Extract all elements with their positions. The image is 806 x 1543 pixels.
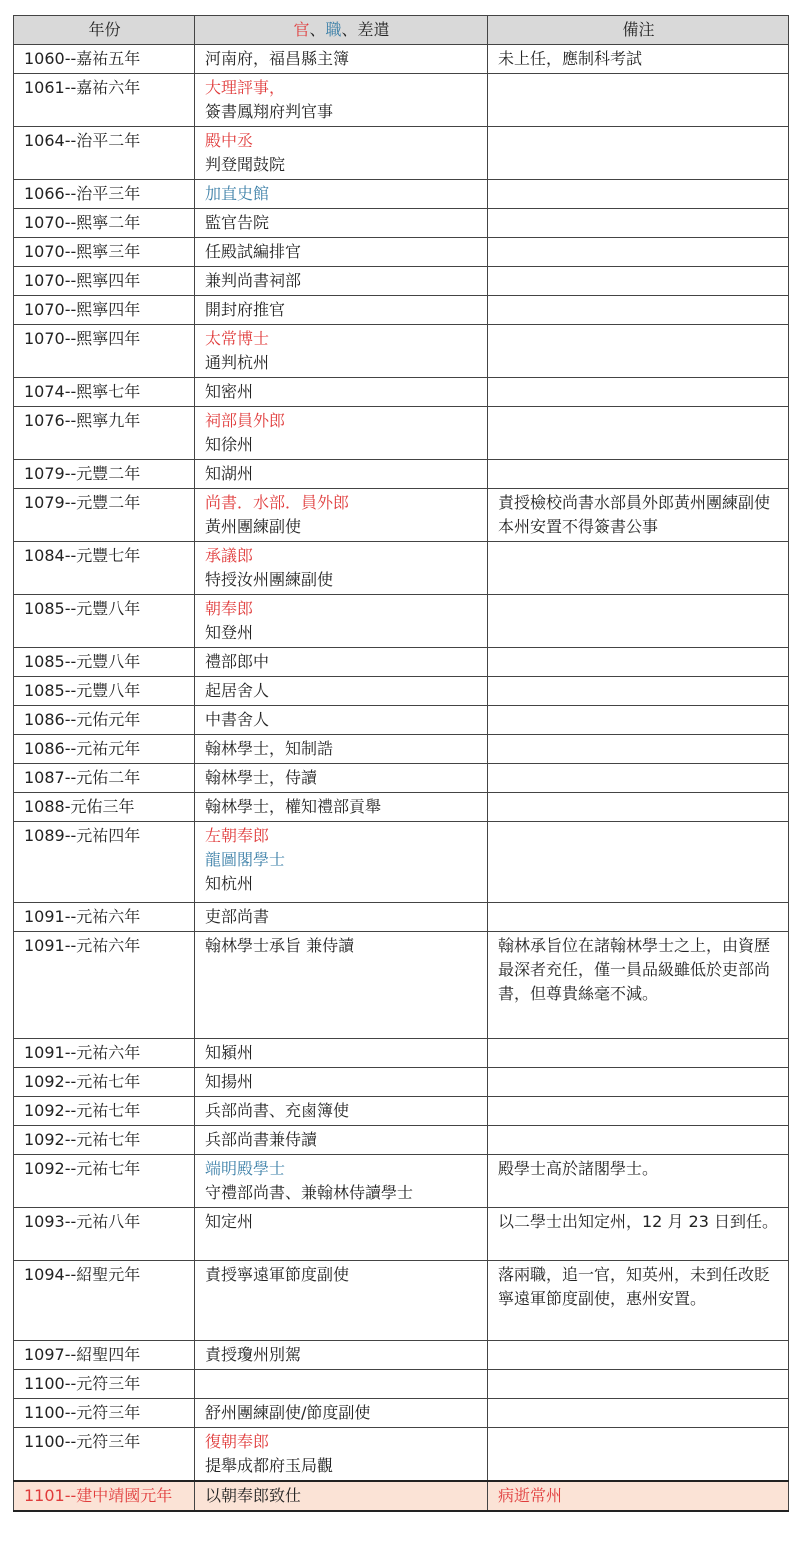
posts-cell: [195, 209, 488, 238]
notes-cell: [488, 180, 789, 209]
year-cell: 1066--治平三年: [14, 180, 195, 209]
table-row: [14, 267, 789, 296]
table-row: [14, 1155, 789, 1208]
year-cell: 1074--熙寧七年: [14, 378, 195, 407]
year-cell: 1070--熙寧四年: [14, 325, 195, 378]
notes-text: 未上任，應制科考試: [498, 49, 643, 68]
table-row: [14, 1399, 789, 1428]
posts-cell: [195, 407, 488, 460]
notes-cell: [488, 296, 789, 325]
posts-cell: [195, 325, 488, 378]
header-posts: [195, 16, 488, 45]
notes-cell: [488, 1261, 789, 1341]
table-row: [14, 1261, 789, 1341]
posts-cell: [195, 1428, 488, 1482]
table-row: [14, 45, 789, 74]
year-cell: 1079--元豐二年: [14, 489, 195, 542]
posts-cell: [195, 793, 488, 822]
post-line: 監官告院: [205, 213, 270, 232]
post-line: 任殿試編排官: [205, 242, 302, 261]
year-cell: 1091--元祐六年: [14, 1039, 195, 1068]
post-line: 開封府推官: [205, 300, 286, 319]
year-cell: 1060--嘉祐五年: [14, 45, 195, 74]
notes-cell: [488, 238, 789, 267]
posts-cell: [195, 764, 488, 793]
post-line: 知密州: [205, 382, 254, 401]
table-row: [14, 74, 789, 127]
posts-cell: [195, 1370, 488, 1399]
post-line: 知徐州: [205, 435, 254, 454]
notes-cell: [488, 1126, 789, 1155]
post-line: 河南府，福昌縣主簿: [205, 49, 350, 68]
post-line: 太常博士: [205, 329, 270, 348]
table-row: [14, 648, 789, 677]
table-row: [14, 793, 789, 822]
notes-cell: [488, 677, 789, 706]
post-line: 大理評事，: [205, 78, 286, 97]
posts-cell: [195, 822, 488, 903]
posts-cell: [195, 1208, 488, 1261]
year-cell: 1070--熙寧三年: [14, 238, 195, 267]
year-cell: 1070--熙寧二年: [14, 209, 195, 238]
post-line: 兼判尚書祠部: [205, 271, 302, 290]
year-cell: 1085--元豐八年: [14, 595, 195, 648]
posts-cell: [195, 595, 488, 648]
notes-cell: [488, 460, 789, 489]
table-row: [14, 127, 789, 180]
posts-cell: [195, 1399, 488, 1428]
post-line: 黃州團練副使: [205, 517, 302, 536]
table-body: [14, 45, 789, 1512]
year-cell: 1070--熙寧四年: [14, 267, 195, 296]
table-row: [14, 932, 789, 1039]
notes-text: 責授檢校尚書水部員外郎黃州團練副使本州安置不得簽書公事: [498, 493, 771, 536]
posts-cell: [195, 460, 488, 489]
year-cell: 1087--元佑二年: [14, 764, 195, 793]
post-line: 知定州: [205, 1212, 254, 1231]
post-line: 守禮部尚書、兼翰林侍讀學士: [205, 1183, 414, 1202]
posts-cell: [195, 127, 488, 180]
notes-cell: [488, 74, 789, 127]
year-cell: 1094--紹聖元年: [14, 1261, 195, 1341]
post-line: 責授瓊州別駕: [205, 1345, 302, 1364]
table-row: [14, 1208, 789, 1261]
notes-cell: 病逝常州: [488, 1481, 789, 1511]
posts-cell: [195, 1039, 488, 1068]
notes-cell: [488, 793, 789, 822]
post-line: 翰林學士，權知禮部貢舉: [205, 797, 382, 816]
posts-cell: [195, 238, 488, 267]
year-cell: 1084--元豐七年: [14, 542, 195, 595]
header-posts-sep2: 、差遣: [341, 20, 390, 39]
notes-cell: [488, 1039, 789, 1068]
post-line: 龍圖閣學士: [205, 850, 286, 869]
notes-cell: [488, 1068, 789, 1097]
year-cell: 1100--元符三年: [14, 1399, 195, 1428]
table-row: [14, 677, 789, 706]
post-line: 兵部尚書兼侍讀: [205, 1130, 318, 1149]
notes-cell: [488, 407, 789, 460]
posts-cell: [195, 296, 488, 325]
posts-cell: 以朝奉郎致仕: [195, 1481, 488, 1511]
notes-cell: [488, 932, 789, 1039]
year-cell: 1100--元符三年: [14, 1428, 195, 1482]
table-row: [14, 1341, 789, 1370]
post-line: 知揚州: [205, 1072, 254, 1091]
year-cell: 1086--元祐元年: [14, 735, 195, 764]
notes-cell: [488, 1399, 789, 1428]
post-line: 尚書．水部．員外郎: [205, 493, 350, 512]
year-cell: 1092--元祐七年: [14, 1126, 195, 1155]
notes-cell: [488, 764, 789, 793]
post-line: 加直史館: [205, 184, 270, 203]
post-line: 提舉成都府玉局觀: [205, 1456, 334, 1475]
year-cell: 1070--熙寧四年: [14, 296, 195, 325]
notes-cell: [488, 1208, 789, 1261]
post-line: 知潁州: [205, 1043, 254, 1062]
year-cell: 1085--元豐八年: [14, 677, 195, 706]
table-row: [14, 706, 789, 735]
table-row: [14, 1370, 789, 1399]
post-line: 責授寧遠軍節度副使: [205, 1265, 350, 1284]
table-row: [14, 735, 789, 764]
notes-cell: [488, 542, 789, 595]
notes-text: 翰林承旨位在諸翰林學士之上，由資歷最深者充任，僅一員品級雖低於吏部尚書，但尊貴絲毫不減。: [498, 936, 771, 1003]
table-row: [14, 209, 789, 238]
notes-cell: [488, 45, 789, 74]
table-row: [14, 489, 789, 542]
year-cell: 1085--元豐八年: [14, 648, 195, 677]
year-cell: 1091--元祐六年: [14, 932, 195, 1039]
table-row: [14, 903, 789, 932]
notes-cell: [488, 648, 789, 677]
posts-cell: [195, 735, 488, 764]
posts-cell: [195, 542, 488, 595]
posts-cell: [195, 648, 488, 677]
table-header-row: [14, 16, 789, 45]
posts-cell: [195, 706, 488, 735]
header-posts-sep1: 、: [309, 20, 326, 39]
post-line: 中書舍人: [205, 710, 270, 729]
notes-cell: [488, 822, 789, 903]
notes-text: 殿學士高於諸閣學士。: [498, 1159, 659, 1178]
year-cell: 1088-元佑三年: [14, 793, 195, 822]
notes-cell: [488, 1097, 789, 1126]
table-row: [14, 325, 789, 378]
notes-cell: [488, 1428, 789, 1482]
posts-cell: [195, 1261, 488, 1341]
post-line: 起居舍人: [205, 681, 270, 700]
post-line: 左朝奉郎: [205, 826, 270, 845]
year-cell: 1092--元祐七年: [14, 1097, 195, 1126]
posts-cell: [195, 74, 488, 127]
posts-cell: [195, 1155, 488, 1208]
post-line: 知湖州: [205, 464, 254, 483]
notes-text: 落兩職，追一官，知英州，未到任改貶寧遠軍節度副使，惠州安置。: [498, 1265, 771, 1308]
post-line: 通判杭州: [205, 353, 270, 372]
notes-cell: [488, 735, 789, 764]
table-row: [14, 460, 789, 489]
notes-cell: [488, 209, 789, 238]
header-year: 年份: [14, 16, 195, 45]
posts-cell: [195, 1341, 488, 1370]
post-line: 判登聞鼓院: [205, 155, 286, 174]
year-cell: 1076--熙寧九年: [14, 407, 195, 460]
post-line: 復朝奉郎: [205, 1432, 270, 1451]
table-row: [14, 542, 789, 595]
table-row: [14, 1126, 789, 1155]
posts-cell: [195, 903, 488, 932]
post-line: 祠部員外郎: [205, 411, 286, 430]
post-line: 朝奉郎: [205, 599, 254, 618]
post-line: 端明殿學士: [205, 1159, 286, 1178]
year-cell: 1089--元祐四年: [14, 822, 195, 903]
year-cell: 1086--元佑元年: [14, 706, 195, 735]
career-table-wrapper: [13, 15, 788, 1512]
year-cell: 1092--元祐七年: [14, 1155, 195, 1208]
post-line: 知杭州: [205, 874, 254, 893]
table-row: [14, 407, 789, 460]
year-cell: 1079--元豐二年: [14, 460, 195, 489]
post-line: 承議郎: [205, 546, 254, 565]
posts-cell: [195, 1097, 488, 1126]
notes-cell: [488, 489, 789, 542]
table-row: [14, 1068, 789, 1097]
notes-text: 以二學士出知定州，12 月 23 日到任。: [498, 1212, 778, 1231]
post-line: 翰林學士，侍讀: [205, 768, 318, 787]
post-line: 翰林學士承旨 兼侍讀: [205, 936, 355, 955]
notes-cell: [488, 127, 789, 180]
post-line: 翰林學士，知制誥: [205, 739, 334, 758]
notes-cell: [488, 1341, 789, 1370]
posts-cell: [195, 378, 488, 407]
year-cell: 1064--治平二年: [14, 127, 195, 180]
header-posts-guan: 官: [293, 20, 310, 39]
table-row: [14, 764, 789, 793]
table-row: [14, 822, 789, 903]
posts-cell: [195, 489, 488, 542]
notes-cell: [488, 595, 789, 648]
table-row: [14, 296, 789, 325]
posts-cell: [195, 1126, 488, 1155]
table-row: [14, 1039, 789, 1068]
notes-cell: [488, 1155, 789, 1208]
table-row: [14, 180, 789, 209]
header-posts-zhi: 職: [325, 20, 342, 39]
posts-cell: [195, 677, 488, 706]
year-cell: 1092--元祐七年: [14, 1068, 195, 1097]
posts-cell: [195, 1068, 488, 1097]
table-row: [14, 238, 789, 267]
year-cell: 1091--元祐六年: [14, 903, 195, 932]
posts-cell: [195, 180, 488, 209]
posts-cell: [195, 932, 488, 1039]
post-line: 特授汝州團練副使: [205, 570, 334, 589]
notes-cell: [488, 378, 789, 407]
post-line: 殿中丞: [205, 131, 254, 150]
post-line: 舒州團練副使/節度副使: [205, 1403, 371, 1422]
posts-cell: [195, 267, 488, 296]
year-cell: 1093--元祐八年: [14, 1208, 195, 1261]
table-row: [14, 1097, 789, 1126]
notes-cell: [488, 325, 789, 378]
career-table: [13, 15, 789, 1512]
post-line: 吏部尚書: [205, 907, 270, 926]
posts-cell: [195, 45, 488, 74]
post-line: 兵部尚書、充鹵簿使: [205, 1101, 350, 1120]
post-line: 簽書鳳翔府判官事: [205, 102, 334, 121]
table-row: [14, 1428, 789, 1482]
table-row: [14, 595, 789, 648]
year-cell: 1061--嘉祐六年: [14, 74, 195, 127]
post-line: 知登州: [205, 623, 254, 642]
year-cell: 1100--元符三年: [14, 1370, 195, 1399]
notes-cell: [488, 903, 789, 932]
table-row: [14, 378, 789, 407]
post-line: 禮部郎中: [205, 652, 270, 671]
year-cell: 1097--紹聖四年: [14, 1341, 195, 1370]
notes-cell: [488, 1370, 789, 1399]
header-notes: 備注: [488, 16, 789, 45]
notes-cell: [488, 267, 789, 296]
year-cell: 1101--建中靖國元年: [14, 1481, 195, 1511]
notes-cell: [488, 706, 789, 735]
final-row: [14, 1481, 789, 1511]
